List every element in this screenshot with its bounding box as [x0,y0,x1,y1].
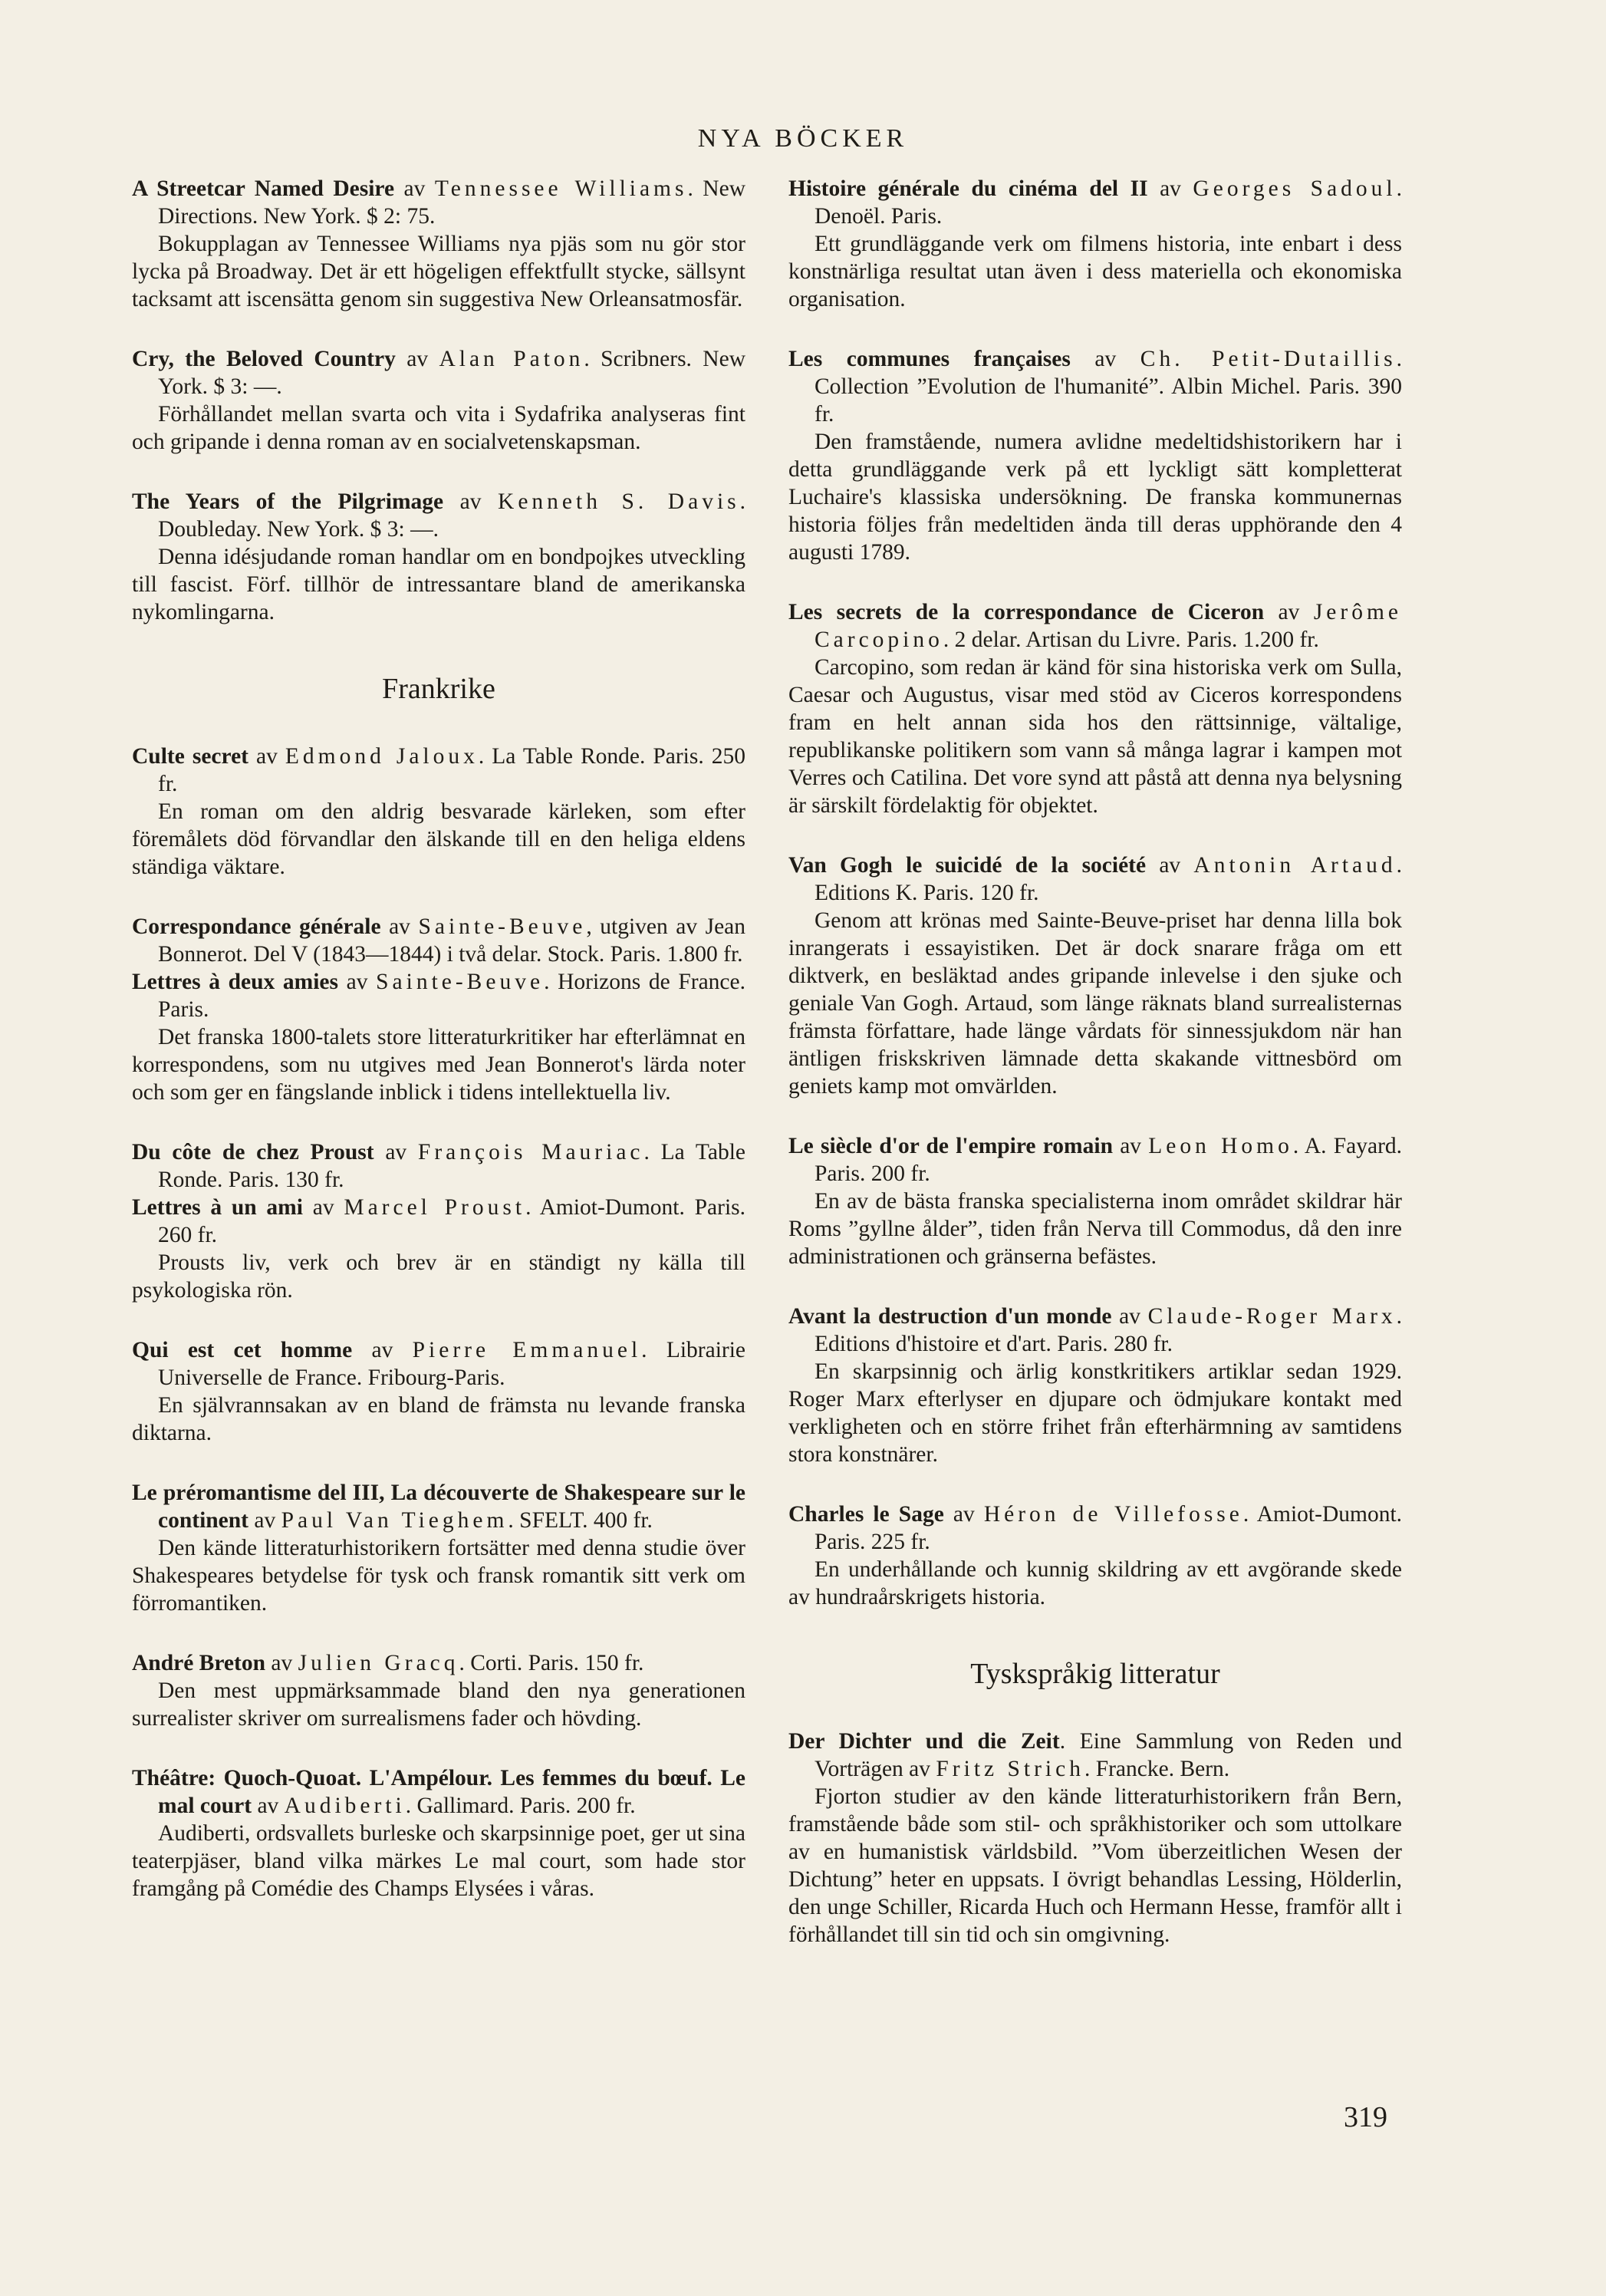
review-text: En av de bästa franska specialisterna inom området skildrar här Roms ”gyllne ålder”, tiden från Nerva till Commodus, då den inre administrationen och gränserna befästes. [788,1189,1402,1269]
author-name: Kenneth S. Davis [498,489,740,514]
publication-info: av [1264,600,1314,624]
book-entry [788,1500,1402,1611]
book-entry [132,913,745,1106]
book-entry [132,488,745,626]
bibliographic-line [132,968,745,1023]
publication-info: . Collection ”Evolution de l'humanité”. Albin Michel. Paris. 390 fr. [815,347,1402,427]
author-name: Antonin Artaud [1193,853,1397,878]
book-entry [788,852,1402,1100]
book-title: Cry, the Beloved Country [132,347,396,371]
review-text: Denna idésjudande roman handlar om en bondpojkes utveckling till fascist. Förf. tillhör de intressantare bland de amerikanska nykomlingarna. [132,545,745,624]
review-text: En skarpsinnig och ärlig konstkritikers artiklar sedan 1929. Roger Marx efterlyser en djupare och ödmjukare kontakt med verkligheten och en större frihet från efterhärmning av samtidens stora konstnärer. [788,1359,1402,1467]
publication-info: . Francke. Bern. [1084,1757,1230,1781]
book-title: The Years of the Pilgrimage [132,489,444,514]
book-entry [132,1649,745,1732]
publication-info: . La Table Ronde. Paris. 130 fr. [158,1140,746,1192]
author-name: Fritz Strich [936,1757,1084,1781]
publication-info: av [248,1508,281,1533]
author-name: François Mauriac [417,1140,644,1164]
publication-info: av [394,176,435,201]
publication-info: av [395,347,439,371]
review-text: Ett grundläggande verk om filmens historia, inte enbart i dess konstnärliga resultat utan även i dess materiella och ekonomiska organisation. [788,232,1402,311]
book-entry [788,1132,1402,1270]
publication-info: av [352,1338,413,1362]
publication-info: av [374,1140,418,1164]
book-entry [132,743,745,881]
publication-info: . Doubleday. New York. $ 3: —. [158,489,745,542]
publication-info: av [248,744,285,769]
publication-info: av [302,1195,344,1220]
book-entry [132,1336,745,1447]
book-entry [788,345,1402,566]
author-name: Leon Homo [1148,1134,1293,1158]
author-name: Alan Paton [439,347,584,371]
bibliographic-line [132,913,745,968]
entry-list [132,743,745,1902]
publication-info: . Editions K. Paris. 120 fr. [815,853,1402,905]
bibliographic-line [132,488,745,543]
bibliographic-line [132,1336,745,1392]
publication-info: . La Table Ronde. Paris. 250 fr. [158,744,745,796]
review-text: Den kände litteraturhistorikern fortsätter med denna studie över Shakespeares betydelse för tysk och fransk romantik sitt verk om förromantiken. [132,1536,745,1616]
bibliographic-line [788,175,1402,230]
publication-info: , utgiven av Jean Bonnerot. Del V (1843—1844) i två delar. Stock. Paris. 1.800 fr. [158,914,746,967]
bibliographic-line [132,1194,745,1249]
author-name: Paul Van Tieghem [281,1508,508,1533]
author-name: Julien Gracq [298,1651,459,1675]
bibliographic-line [788,1303,1402,1358]
left-column [132,175,745,1935]
bibliographic-line [788,1500,1402,1556]
publication-info: av [380,914,419,939]
book-entry [132,175,745,313]
book-entry [132,345,745,456]
bibliographic-line [132,1764,745,1820]
publication-info: . Corti. Paris. 150 fr. [459,1651,644,1675]
book-title: Der Dichter und die Zeit [788,1729,1060,1754]
publication-info: av [252,1794,285,1818]
review-text: En underhållande och kunnig skildring av ett avgörande skede av hundraårskrigets historia. [788,1557,1402,1609]
review-text: En roman om den aldrig besvarade kärleken, som efter föremålets död förvandlar den älskande till en den heliga eldens ständiga väktare. [132,799,745,879]
review-text: Förhållandet mellan svarta och vita i Sydafrika analyseras fint och gripande i denna roman av en socialvetenskapsman. [132,402,745,454]
book-title: Charles le Sage [788,1502,944,1527]
author-name: Audiberti [284,1794,406,1818]
entry-list [132,175,745,626]
book-entry [788,1728,1402,1948]
bibliographic-line [788,1132,1402,1188]
author-name: Ch. Petit-Dutaillis [1140,347,1397,371]
publication-info: av [337,970,377,994]
right-column [788,175,1402,1981]
book-title: Qui est cet homme [132,1338,353,1362]
publication-info: . Eine Sammlung von Reden und Vorträgen av [815,1729,1402,1781]
entry-list [788,1728,1402,1948]
publication-info: . Gallimard. Paris. 200 fr. [405,1794,636,1818]
publication-info: av [1112,1134,1149,1158]
running-head: NYA BÖCKER [697,124,909,153]
publication-info: . Scribners. New York. $ 3: —. [158,347,746,399]
book-title: Du côte de chez Proust [132,1140,374,1164]
bibliographic-line [132,345,745,400]
publication-info: . SFELT. 400 fr. [508,1508,653,1533]
author-name: Tennessee Williams [434,176,688,201]
review-text: En självrannsakan av en bland de främsta nu levande franska diktarna. [132,1393,745,1445]
author-name: Edmond Jaloux [285,744,479,769]
publication-info: av [1111,1304,1148,1329]
book-entry [132,1764,745,1902]
publication-info: . Amiot-Dumont. Paris. 225 fr. [815,1502,1403,1554]
publication-info: av [943,1502,984,1527]
author-name: Sainte-Beuve [376,970,545,994]
review-text: Carcopino, som redan är känd för sina historiska verk om Sulla, Caesar och Augustus, visar med stöd av Ciceros korrespondens fram en helt annan sida hos den rättsinnige, vältalige, republikanske politikern som vann så många lagrar i kampen mot Verres och Catilina. Det vore synd att påstå att denna nya belysning är särskilt fördelaktig för objektet. [788,655,1402,818]
bibliographic-line [788,1728,1402,1783]
publication-info: . Librairie Universelle de France. Fribourg-Paris. [158,1338,746,1390]
book-entry [788,1303,1402,1468]
book-entry [788,598,1402,819]
publication-info: av [1070,347,1140,371]
book-title: André Breton [132,1651,265,1675]
book-title: Le préromantisme del III, La découverte de Shakespeare sur le continent [132,1481,745,1533]
page-number: 319 [1344,2101,1387,2133]
publication-info: . Denoël. Paris. [815,176,1402,229]
author-name: Sainte-Beuve [418,914,587,939]
book-title: Théâtre: Quoch-Quoat. L'Ampélour. Les femmes du bœuf. Le mal court [132,1766,745,1818]
book-title: Histoire générale du cinéma del II [788,176,1148,201]
author-name: Pierre Emmanuel [412,1338,642,1362]
publication-info: av [443,489,499,514]
review-text: Den mest uppmärksammade bland den nya generationen surrealister skriver om surrealismens fader och hövding. [132,1678,745,1731]
author-name: Héron de Villefosse [983,1502,1243,1527]
publication-info: . 2 delar. Artisan du Livre. Paris. 1.200 fr. [943,628,1319,652]
publication-info: . Amiot-Dumont. Paris. 260 fr. [158,1195,746,1247]
author-name: Marcel Proust [344,1195,526,1220]
book-title: Van Gogh le suicidé de la société [788,853,1147,878]
publication-info: . Editions d'histoire et d'art. Paris. 280 fr. [815,1304,1403,1356]
book-title: Lettres à deux amies [132,970,338,994]
bibliographic-line [132,175,745,230]
publication-info: av [1146,853,1194,878]
review-text: Bokupplagan av Tennessee Williams nya pjäs som nu gör stor lycka på Broadway. Det är ett högeligen effektfullt stycke, sällsynt tacksamt att iscensätta genom sin suggestiva New Orleansatmosfär. [132,232,745,311]
section-heading: Tyskspråkig litteratur [970,1658,1220,1690]
book-entry [132,1479,745,1617]
book-entry [788,175,1402,313]
publication-info: av [1147,176,1193,201]
book-title: Correspondance générale [132,914,381,939]
bibliographic-line [132,1649,745,1677]
book-title: A Streetcar Named Desire [132,176,395,201]
author-name: Claude-Roger Marx [1147,1304,1397,1329]
review-text: Prousts liv, verk och brev är en ständigt ny källa till psykologiska rön. [132,1250,745,1303]
book-title: Avant la destruction d'un monde [788,1304,1112,1329]
bibliographic-line [132,1138,745,1194]
book-title: Le siècle d'or de l'empire romain [788,1134,1113,1158]
publication-info: . New Directions. New York. $ 2: 75. [158,176,746,229]
book-title: Culte secret [132,744,248,769]
book-title: Les communes françaises [788,347,1071,371]
review-text: Fjorton studier av den kände litteraturhistorikern från Bern, framstående både som stil- och språkhistoriker och som uttolkare av en humanistisk världsbild. ”Vom überzeitlichen Wesen der Dichtung” heter en uppsats. I övrigt behandlas Lessing, Hölderlin, den unge Schiller, Ricarda Huch och Hermann Hesse, framför allt i förhållandet till sin tid och sin omgivning. [788,1784,1402,1947]
review-text: Genom att krönas med Sainte-Beuve-priset har denna lilla bok inrangerats i essayistiken. Det är dock snarare fråga om ett diktverk, en besläktad andes gripande inlevelse i den sjuke och geniale Van Gogh. Artaud, som länge räknats bland surrealisternas främsta författare, hade länge vårdats för sinnessjukdom när han äntligen friskskriven lämnade detta skakande vittnesbörd om geniets kamp mot omvärlden. [788,908,1402,1099]
review-text: Det franska 1800-talets store litteraturkritiker har efterlämnat en korrespondens, som nu utgives med Jean Bonnerot's lärda noter och som ger en fängslande inblick i tidens intellektuella liv. [132,1025,745,1105]
bibliographic-line [788,598,1402,654]
publication-info: . A. Fayard. Paris. 200 fr. [815,1134,1403,1186]
review-text: Audiberti, ordsvallets burleske och skarpsinnige poet, ger ut sina teaterpjäser, bland vilka märkes Le mal court, som hade stor framgång på Comédie des Champs Elysées i våras. [132,1821,745,1901]
bibliographic-line [132,1479,745,1534]
entry-list [788,175,1402,1611]
author-name: Jerôme Carcopino [815,600,1402,652]
publication-info: av [265,1651,298,1675]
book-title: Les secrets de la correspondance de Ciceron [788,600,1265,624]
publication-info: . Horizons de France. Paris. [158,970,745,1022]
book-title: Lettres à un ami [132,1195,303,1220]
bibliographic-line [788,852,1402,907]
book-entry [132,1138,745,1304]
author-name: Georges Sadoul [1193,176,1397,201]
bibliographic-line [788,345,1402,428]
bibliographic-line [132,743,745,798]
review-text: Den framstående, numera avlidne medeltidshistorikern har i detta grundläggande verk på ett lyckligt sätt kompletterat Luchaire's klassiska undersökning. De franska kommunernas historia följes från medeltiden ända till deras upphörande den 4 augusti 1789. [788,430,1402,565]
section-heading: Frankrike [382,673,495,705]
